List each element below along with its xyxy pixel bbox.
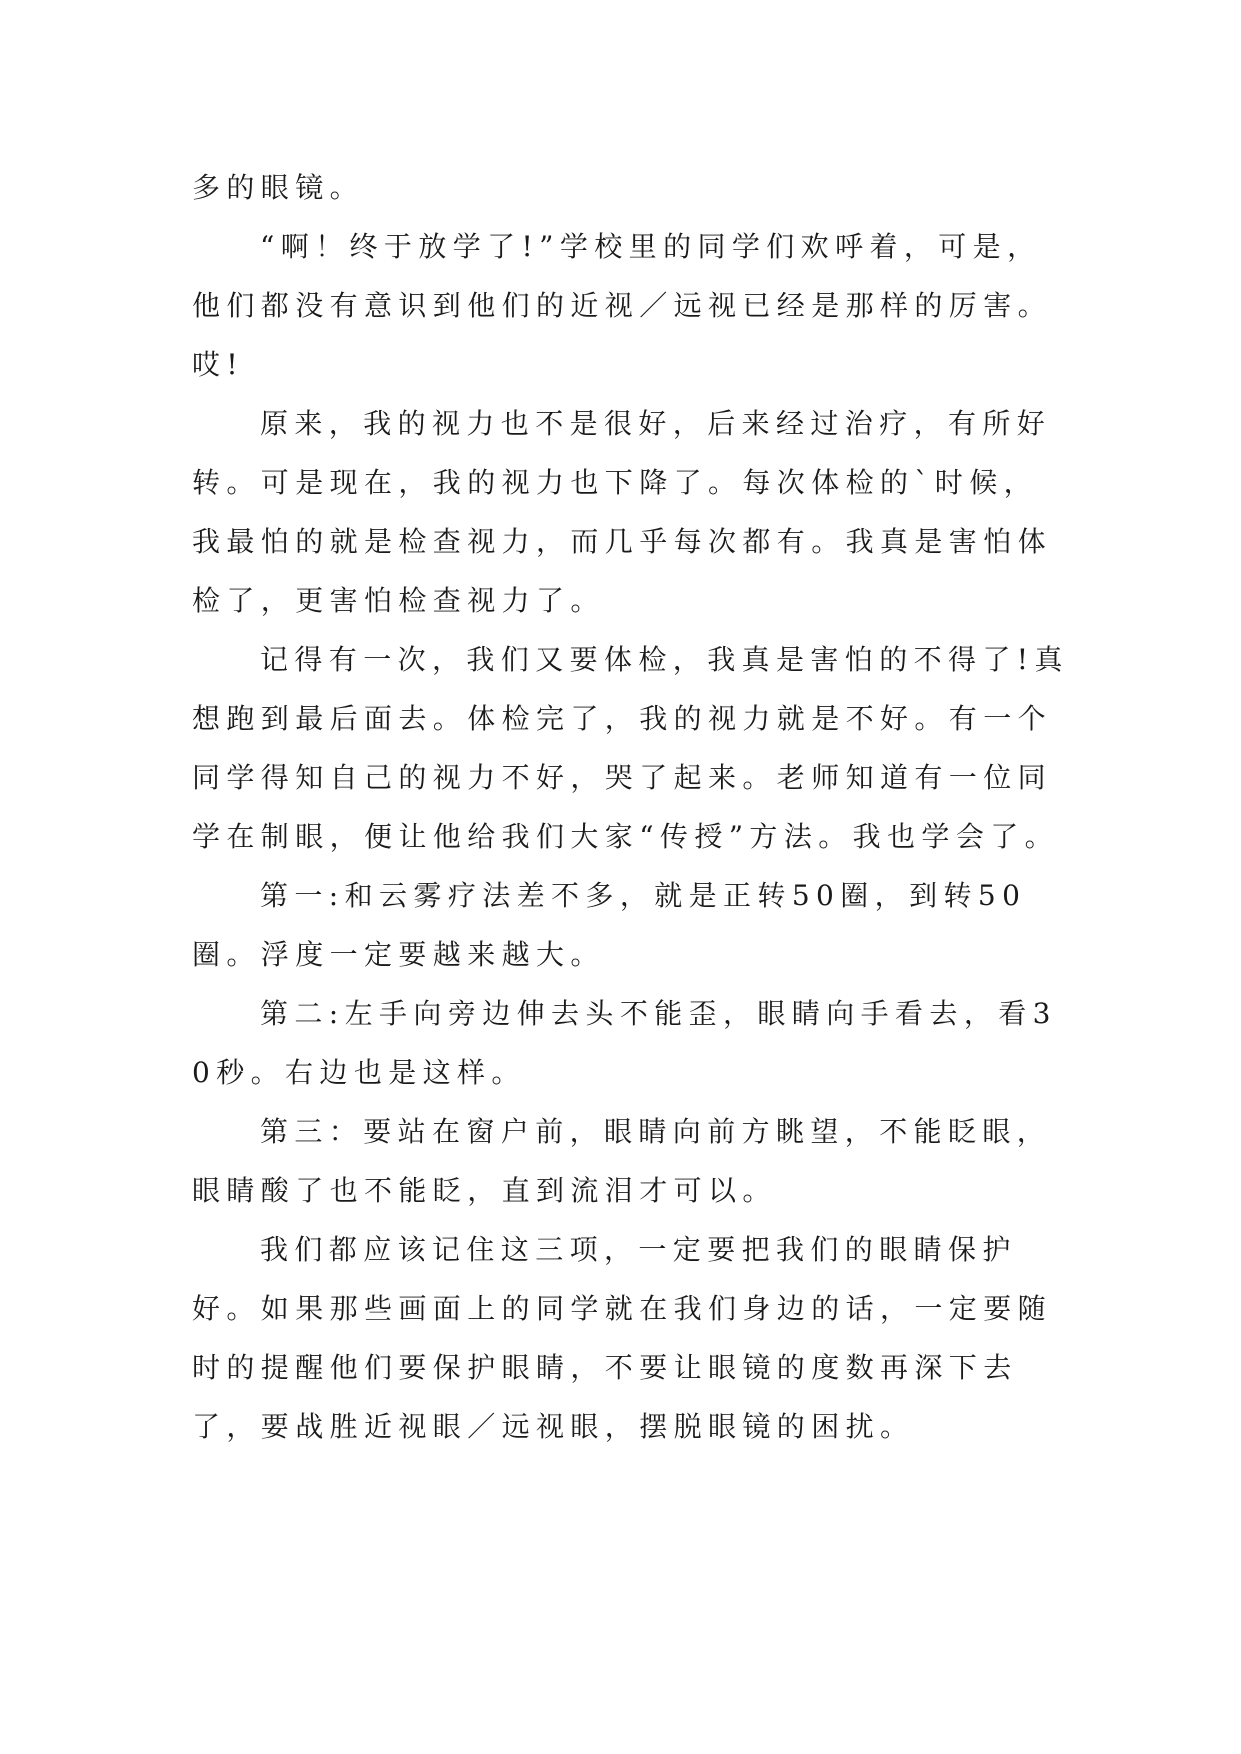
paragraph-3: 原来，我的视力也不是很好，后来经过治疗，有所好转。可是现在，我的视力也下降了。每次体检的`时候，我最怕的就是检查视力，而几乎每次都有。我真是害怕体检了，更害怕检查视力了。 [192,407,1053,617]
paragraph-4: 记得有一次，我们又要体检，我真是害怕的不得了!真想跑到最后面去。体检完了，我的视力就是不好。有一个同学得知自己的视力不好，哭了起来。老师知道有一位同学在制眼，便让他给我们大家“传授”方法。我也学会了。 [192,643,1069,853]
paragraph-6: 第二:左手向旁边伸去头不能歪，眼睛向手看去，看30秒。右边也是这样。 [192,997,1057,1089]
paragraph-1: 多的眼镜。 [192,171,365,204]
paragraph-7: 第三：要站在窗户前，眼睛向前方眺望，不能眨眼，眼睛酸了也不能眨，直到流泪才可以。 [192,1115,1052,1207]
paragraph-5: 第一:和云雾疗法差不多，就是正转50圈，到转50圈。浮度一定要越来越大。 [192,879,1027,971]
paragraph-8: 我们都应该记住这三项，一定要把我们的眼睛保护好。如果那些画面上的同学就在我们身边的话，一定要随时的提醒他们要保护眼睛，不要让眼镜的度数再深下去了，要战胜近视眼／远视眼，摆脱眼镜的困扰。 [192,1233,1053,1443]
document-body [192,158,1072,1456]
paragraph-2: “啊！终于放学了!”学校里的同学们欢呼着，可是，他们都没有意识到他们的近视／远视已经是那样的厉害。哎! [192,230,1053,381]
